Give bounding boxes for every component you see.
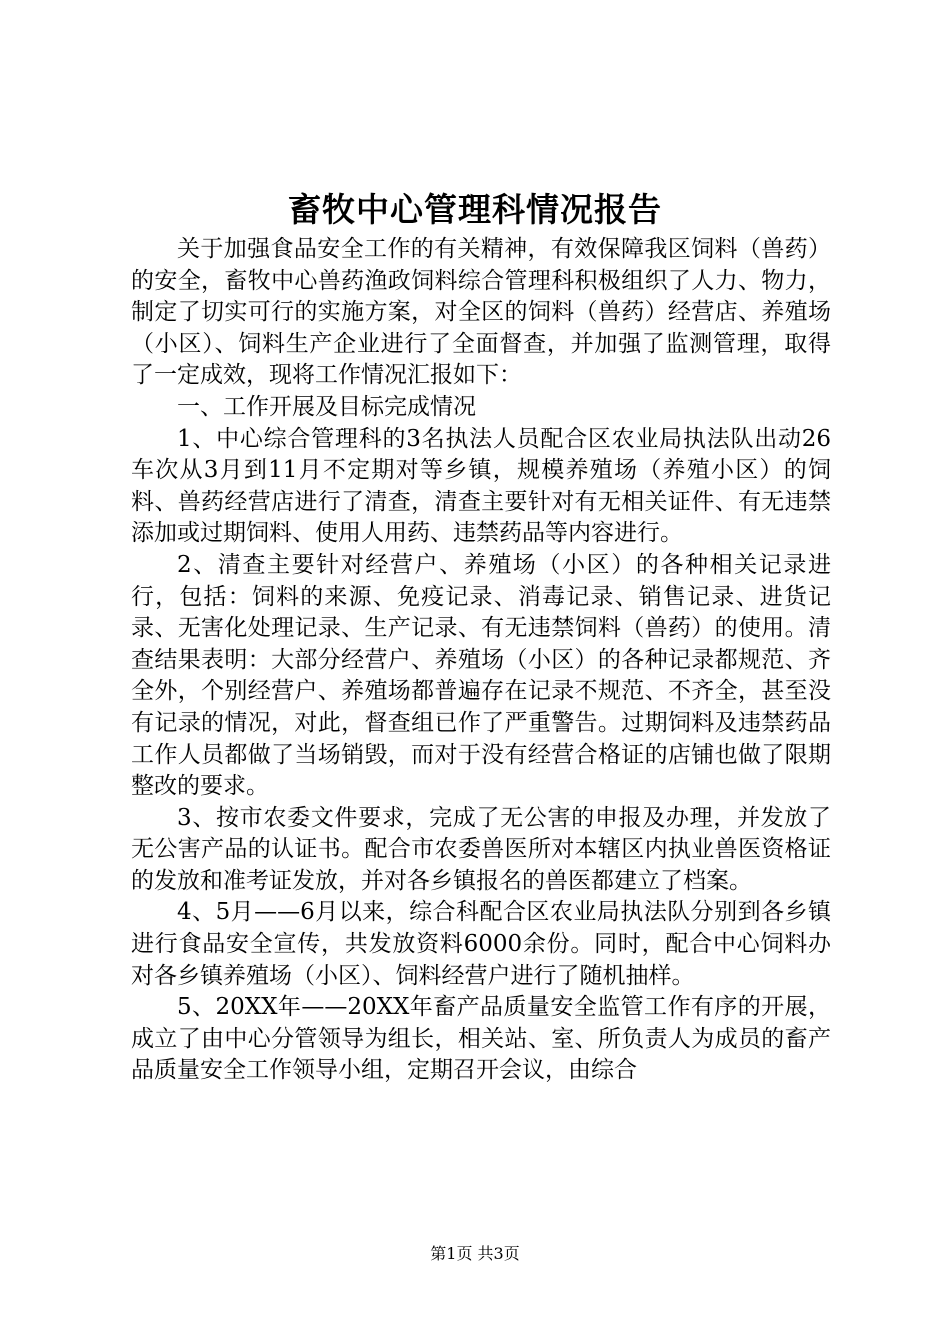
- paragraph-intro: 关于加强食品安全工作的有关精神，有效保障我区饲料（兽药）的安全，畜牧中心兽药渔政饲料综合管理科积极组织了人力、物力，制定了切实可行的实施方案，对全区的饲料（兽药）经营店、养殖场（小区）、饲料生产企业进行了全面督查，并加强了监测管理，取得了一定成效，现将工作情况汇报如下：: [131, 236, 831, 389]
- document-title: 畜牧中心管理科情况报告: [288, 190, 662, 229]
- paragraph-item-2: 2、清查主要针对经营户、养殖场（小区）的各种相关记录进行，包括：饲料的来源、免疫记录、消毒记录、销售记录、进货记录、无害化处理记录、生产记录、有无违禁饲料（兽药）的使用。清查结果表明：大部分经营户、养殖场（小区）的各种记录都规范、齐全外，个别经营户、养殖场都普遍存在记录不规范、不齐全，甚至没有记录的情况，对此，督查组已作了严重警告。过期饲料及违禁药品工作人员都做了当场销毁，而对于没有经营合格证的店铺也做了限期整改的要求。: [131, 551, 831, 800]
- paragraph-item-1: 1、中心综合管理科的3名执法人员配合区农业局执法队出动26车次从3月到11月不定期对等乡镇，规模养殖场（养殖小区）的饲料、兽药经营店进行了清查，清查主要针对有无相关证件、有无违禁添加或过期饲料、使用人用药、违禁药品等内容进行。: [131, 425, 831, 547]
- page-number-footer: 第1页 共3页: [430, 1244, 520, 1263]
- section-heading: 一、工作开展及目标完成情况: [177, 393, 476, 420]
- document-body: [131, 234, 831, 1087]
- paragraph-item-5: 5、20XX年——20XX年畜产品质量安全监管工作有序的开展，成立了由中心分管领导为组长，相关站、室、所负责人为成员的畜产品质量安全工作领导小组，定期召开会议，由综合: [131, 994, 831, 1084]
- paragraph-item-3: 3、按市农委文件要求，完成了无公害的申报及办理，并发放了无公害产品的认证书。配合市农委兽医所对本辖区内执业兽医资格证的发放和准考证发放，并对各乡镇报名的兽医都建立了档案。: [131, 804, 831, 894]
- paragraph-item-4: 4、5月——6月以来，综合科配合区农业局执法队分别到各乡镇进行食品安全宣传，共发放资料6000余份。同时，配合中心饲料办对各乡镇养殖场（小区）、饲料经营户进行了随机抽样。: [131, 899, 831, 989]
